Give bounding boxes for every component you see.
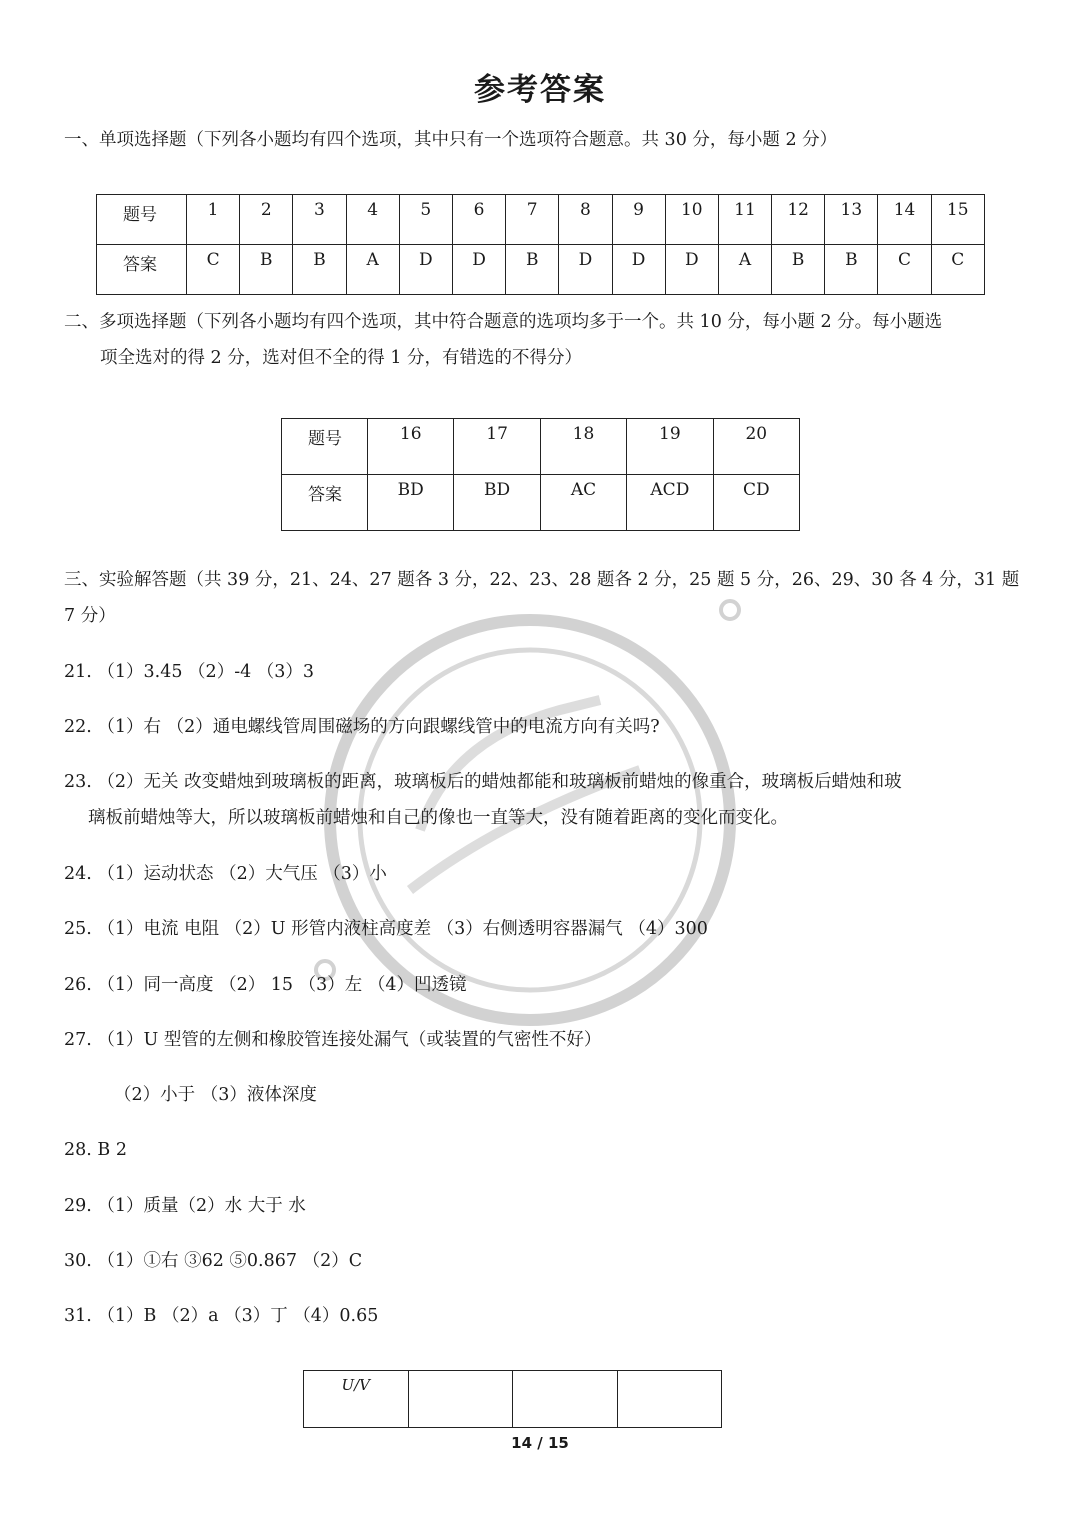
answer-cell: A xyxy=(718,245,771,295)
page-number: 14 / 15 xyxy=(511,1434,569,1452)
answer-cell: BD xyxy=(368,475,454,531)
question-number: 5 xyxy=(399,195,452,245)
answer-line-30: 30. （1）①右 ③62 ⑤0.867 （2）C xyxy=(64,1251,363,1271)
answer-cell: A xyxy=(346,245,399,295)
question-number: 8 xyxy=(559,195,612,245)
section3-heading-line2: 7 分） xyxy=(64,606,116,626)
answer-cell: ACD xyxy=(627,475,713,531)
row-label-question: 题号 xyxy=(97,195,187,245)
question-number: 1 xyxy=(187,195,240,245)
answer-cell: B xyxy=(293,245,346,295)
question-number: 12 xyxy=(772,195,825,245)
voltage-header-cell: U/V xyxy=(304,1371,409,1428)
multi-choice-table xyxy=(281,418,800,531)
question-number: 2 xyxy=(240,195,293,245)
row-label-answer: 答案 xyxy=(97,245,187,295)
empty-cell xyxy=(617,1371,722,1428)
table-row xyxy=(304,1371,722,1428)
answer-cell: D xyxy=(559,245,612,295)
question-number: 14 xyxy=(878,195,931,245)
answer-line-28: 28. B 2 xyxy=(64,1140,127,1160)
answer-line-23-cont: 璃板前蜡烛等大，所以玻璃板前蜡烛和自己的像也一直等大，没有随着距离的变化而变化。 xyxy=(88,808,788,828)
question-number: 19 xyxy=(627,419,713,475)
question-number: 17 xyxy=(454,419,540,475)
question-number: 11 xyxy=(718,195,771,245)
question-number: 4 xyxy=(346,195,399,245)
empty-cell xyxy=(408,1371,513,1428)
answer-cell: C xyxy=(878,245,931,295)
answer-cell: B xyxy=(240,245,293,295)
answer-cell: C xyxy=(931,245,984,295)
table-row xyxy=(97,245,985,295)
answer-line-27-cont: （2）小于 （3）液体深度 xyxy=(114,1085,317,1105)
single-choice-table xyxy=(96,194,985,295)
voltage-table xyxy=(303,1370,722,1428)
answer-cell: B xyxy=(772,245,825,295)
answer-line-26: 26. （1）同一高度 （2） 15 （3）左 （4）凹透镜 xyxy=(64,975,467,995)
section2-heading-line1: 二、多项选择题（下列各小题均有四个选项，其中符合题意的选项均多于一个。共 10 分，每小题 2 分。每小题选 xyxy=(64,312,943,332)
question-number: 13 xyxy=(825,195,878,245)
answer-cell: B xyxy=(825,245,878,295)
question-number: 15 xyxy=(931,195,984,245)
question-number: 16 xyxy=(368,419,454,475)
question-number: 20 xyxy=(713,419,799,475)
table-row xyxy=(282,475,800,531)
table-row xyxy=(97,195,985,245)
answer-cell: D xyxy=(665,245,718,295)
answer-cell: BD xyxy=(454,475,540,531)
answer-cell: C xyxy=(187,245,240,295)
row-label-answer: 答案 xyxy=(282,475,368,531)
answer-cell: D xyxy=(399,245,452,295)
section2-heading-line2: 项全选对的得 2 分，选对但不全的得 1 分，有错选的不得分） xyxy=(100,348,583,368)
question-number: 10 xyxy=(665,195,718,245)
answer-line-31: 31. （1）B （2）a （3）丁 （4）0.65 xyxy=(64,1306,379,1326)
section3-heading-line1: 三、实验解答题（共 39 分，21、24、27 题各 3 分，22、23、28 题各 2 分，25 题 5 分，26、29、30 各 4 分，31 题 xyxy=(64,570,1020,590)
answer-cell: CD xyxy=(713,475,799,531)
answer-cell: B xyxy=(506,245,559,295)
table-row xyxy=(282,419,800,475)
answer-cell: D xyxy=(452,245,505,295)
row-label-question: 题号 xyxy=(282,419,368,475)
answer-line-24: 24. （1）运动状态 （2）大气压 （3）小 xyxy=(64,864,387,884)
question-number: 9 xyxy=(612,195,665,245)
answer-line-29: 29. （1）质量（2）水 大于 水 xyxy=(64,1196,306,1216)
page-title: 参考答案 xyxy=(474,72,606,108)
question-number: 3 xyxy=(293,195,346,245)
answer-line-23: 23. （2）无关 改变蜡烛到玻璃板的距离，玻璃板后的蜡烛都能和玻璃板前蜡烛的像重合，玻璃板后蜡烛和玻 xyxy=(64,772,902,792)
question-number: 6 xyxy=(452,195,505,245)
question-number: 18 xyxy=(540,419,626,475)
answer-line-25: 25. （1）电流 电阻 （2）U 形管内液柱高度差 （3）右侧透明容器漏气 （4）300 xyxy=(64,919,708,939)
answer-line-27: 27. （1）U 型管的左侧和橡胶管连接处漏气（或装置的气密性不好） xyxy=(64,1030,602,1050)
empty-cell xyxy=(513,1371,618,1428)
answer-cell: AC xyxy=(540,475,626,531)
answer-cell: D xyxy=(612,245,665,295)
answer-line-21: 21. （1）3.45 （2）-4 （3）3 xyxy=(64,662,315,682)
answer-line-22: 22. （1）右 （2）通电螺线管周围磁场的方向跟螺线管中的电流方向有关吗? xyxy=(64,717,660,737)
question-number: 7 xyxy=(506,195,559,245)
section1-heading: 一、单项选择题（下列各小题均有四个选项，其中只有一个选项符合题意。共 30 分，每小题 2 分） xyxy=(64,130,838,150)
